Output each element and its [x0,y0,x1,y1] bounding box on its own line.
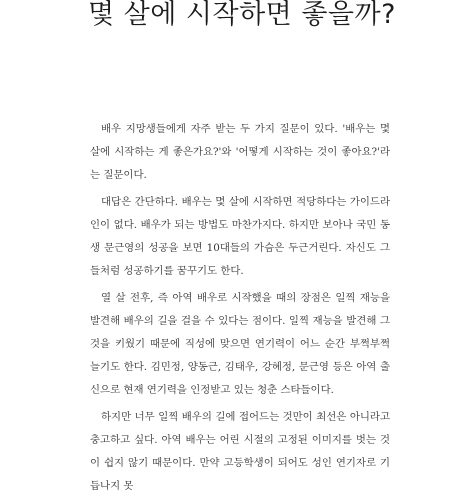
paragraph-2: 대답은 간단하다. 배우는 몇 살에 시작하면 적당하다는 가이드라인이 없다. 배우가 되는 방법도 마찬가지다. 하지만 보아나 국민 동생 문근영의 성공을 보면 10대들의 가슴은 두근거린다. 자신도 그들처럼 성공하기를 꿈꾸기도 한다. [90,196,390,277]
page-title: 몇 살에 시작하면 좋을까? [88,0,396,30]
paragraph-1: 배우 지망생들에게 자주 받는 두 가지 질문이 있다. '배우는 몇 살에 시작하는 게 좋은가요?'와 '어떻게 시작하는 것이 좋아요?'라는 질문이다. [90,123,390,181]
paragraph-3: 열 살 전후, 즉 아역 배우로 시작했을 때의 장점은 일찍 재능을 발견해 배우의 길을 걸을 수 있다는 점이다. 일찍 재능을 발견해 그것을 키웠기 때문에 직성에 맞으면 연기력이 어느 순간 부쩍부쩍 늘기도 한다. 김민정, 양동근, 김태우, 강혜정, 문근영 등은 아역 출신으로 현재 연기력을 인정받고 있는 청춘 스타들이다. [90,292,390,396]
paragraph-4: 하지만 너무 일찍 배우의 길에 접어드는 것만이 최선은 아니라고 충고하고 싶다. 아역 배우는 어린 시절의 고정된 이미지를 벗는 것이 쉽지 않기 때문이다. 만약 고등학생이 되어도 성인 연기자로 기듭나지 못 [90,411,390,492]
body-text [90,118,390,502]
